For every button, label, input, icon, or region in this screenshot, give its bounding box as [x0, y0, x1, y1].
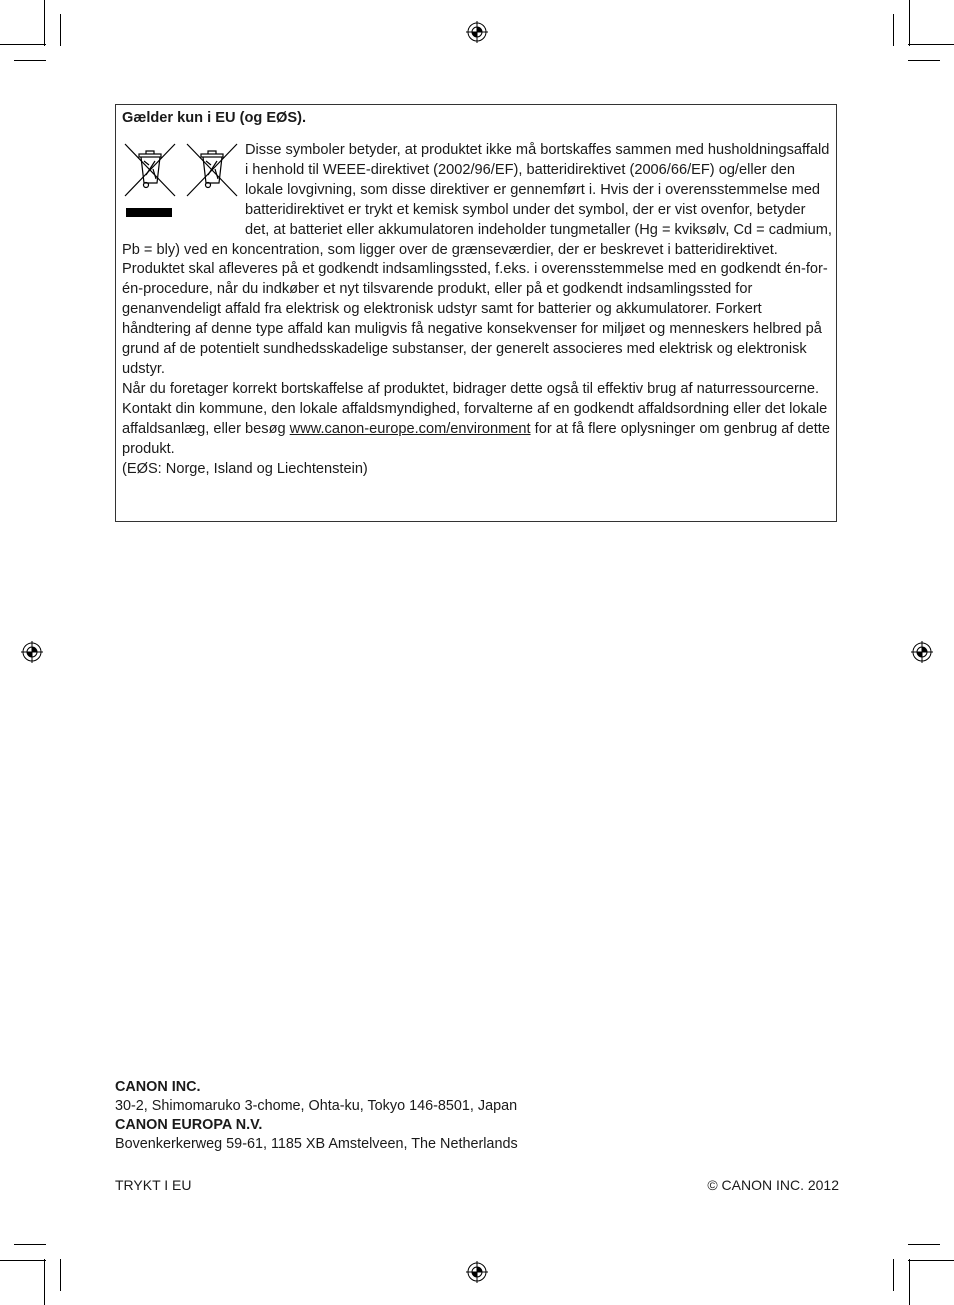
- company-info: [115, 1078, 518, 1154]
- crop-mark: [893, 1259, 894, 1291]
- crop-mark: [14, 1244, 46, 1245]
- company-address: Bovenkerkerweg 59-61, 1185 XB Amstelveen, The Netherlands: [115, 1136, 518, 1152]
- registration-mark-icon: [911, 641, 933, 663]
- company-name: CANON EUROPA N.V.: [115, 1117, 263, 1133]
- notice-paragraph: Når du foretager korrekt bortskaffelse af produktet, bidrager dette også til effektiv brug af naturressourcerne.: [122, 380, 820, 397]
- environment-link[interactable]: www.canon-europe.com/environment: [289, 420, 531, 437]
- notice-paragraph: Produktet skal afleveres på et godkendt indsamlingssted, f.eks. i overensstemmelse med en godkendt én-for-én-procedure, når du indkøber et nyt tilsvarende produkt, eller på et godkendt indsamlingssted for genanvendeligt affald fra elektrisk og elektronisk udstyr samt for batterier og akkumulatorer. Forkert håndtering af denne type affald kan muligvis få negative konsekvenser for miljøet og menneskers helbred på grund af de potentielt sundhedsskadelige substanser, der generelt associeres med elektrisk og elektronisk udstyr.: [122, 261, 828, 377]
- notice-title: Gælder kun i EU (og EØS).: [122, 110, 307, 126]
- notice-paragraph: (EØS: Norge, Island og Liechtenstein): [122, 460, 368, 477]
- notice-body: [122, 141, 832, 479]
- crop-mark: [60, 1259, 61, 1291]
- crop-mark: [909, 0, 910, 46]
- crop-mark: [0, 1260, 46, 1261]
- notice-paragraph: [122, 400, 832, 460]
- registration-mark-icon: [21, 641, 43, 663]
- crop-mark: [908, 60, 940, 61]
- printed-in-label: TRYKT I EU: [115, 1177, 192, 1193]
- crop-mark: [60, 14, 61, 46]
- crop-mark: [909, 1259, 910, 1305]
- crop-mark: [908, 1244, 940, 1245]
- crop-mark: [44, 0, 45, 46]
- crop-mark: [893, 14, 894, 46]
- registration-mark-icon: [466, 1261, 488, 1283]
- paragraph-text: for at få flere oplysninger om genbrug af dette produkt.: [122, 420, 830, 457]
- crop-mark: [0, 44, 46, 45]
- company-name: CANON INC.: [115, 1079, 201, 1095]
- paragraph-text: Kontakt din kommune, den lokale affaldsmyndighed, forvalterne af en godkendt affaldsordning eller det lokale affaldsanlæg, eller besøg: [122, 400, 828, 437]
- notice-paragraph: Disse symboler betyder, at produktet ikke må bortskaffes sammen med husholdningsaffald i henhold til WEEE-direktivet (2002/96/EF), batteridirektivet (2006/66/EF) og/eller den lokale lovgivning, som disse direktiver er gennemført i. Hvis der i overensstemmelse med batteridirektivet er trykt et kemisk symbol under det symbol, der er vist ovenfor, betyder det, at batteriet eller akkumulatoren indeholder tungmetaller (Hg = kviksølv, Cd = cadmium, Pb = bly) ved en koncentration, som ligger over de grænseværdier, der er beskrevet i batteridirektivet.: [122, 142, 832, 258]
- crop-mark: [908, 44, 954, 45]
- crop-mark: [14, 60, 46, 61]
- crop-mark: [908, 1260, 954, 1261]
- copyright-label: © CANON INC. 2012: [707, 1177, 839, 1193]
- weee-notice-box: [115, 104, 837, 522]
- registration-mark-icon: [466, 21, 488, 43]
- crop-mark: [44, 1259, 45, 1305]
- company-address: 30-2, Shimomaruko 3-chome, Ohta-ku, Tokyo 146-8501, Japan: [115, 1098, 518, 1114]
